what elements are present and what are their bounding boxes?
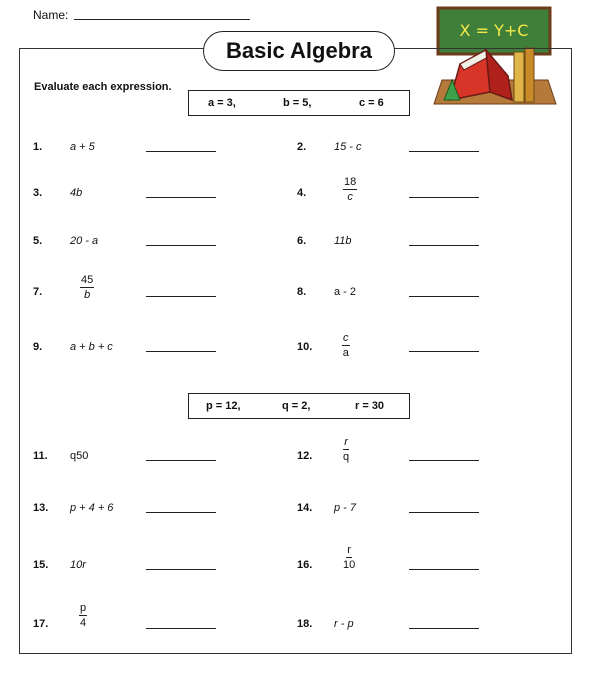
- fraction: [343, 436, 349, 463]
- expression: 4b: [70, 187, 83, 199]
- instructions: Evaluate each expression.: [34, 81, 172, 93]
- denominator: b: [84, 289, 91, 301]
- var-q: q = 2,: [282, 400, 311, 412]
- answer-line[interactable]: [146, 151, 216, 152]
- denominator: c: [347, 191, 353, 203]
- answer-line[interactable]: [409, 197, 479, 198]
- numerator: 45: [81, 274, 94, 286]
- problem-number: 17.: [33, 618, 49, 630]
- answer-line[interactable]: [409, 628, 479, 629]
- answer-line[interactable]: [409, 296, 479, 297]
- problem-number: 5.: [33, 235, 43, 247]
- fraction: [79, 602, 87, 629]
- problem-number: 9.: [33, 341, 43, 353]
- problem-number: 14.: [297, 502, 313, 514]
- problem-number: 8.: [297, 286, 307, 298]
- problem-number: 12.: [297, 450, 313, 462]
- expression: p - 7: [334, 502, 357, 514]
- problem-number: 16.: [297, 559, 313, 571]
- answer-line[interactable]: [146, 197, 216, 198]
- problem-number: 7.: [33, 286, 43, 298]
- expression: a + b + c: [70, 341, 113, 353]
- answer-line[interactable]: [409, 512, 479, 513]
- answer-line[interactable]: [409, 569, 479, 570]
- answer-line[interactable]: [146, 351, 216, 352]
- expression: q50: [70, 450, 89, 462]
- name-field[interactable]: [74, 19, 250, 20]
- numerator: c: [343, 332, 349, 344]
- problem-number: 13.: [33, 502, 49, 514]
- problem-number: 10.: [297, 341, 313, 353]
- expression: p + 4 + 6: [70, 502, 114, 514]
- problem-number: 18.: [297, 618, 313, 630]
- denominator: a: [342, 347, 349, 359]
- var-p: p = 12,: [206, 400, 241, 412]
- fraction: [342, 332, 350, 359]
- var-a: a = 3,: [208, 97, 236, 109]
- numerator: 18: [344, 176, 357, 188]
- answer-line[interactable]: [146, 296, 216, 297]
- variables-box-1: [188, 90, 410, 116]
- numerator: r: [344, 436, 348, 448]
- variables-box-2: [188, 393, 410, 419]
- problem-number: 1.: [33, 141, 43, 153]
- expression: 11b: [334, 235, 352, 247]
- fraction: [343, 176, 357, 203]
- problem-number: 6.: [297, 235, 307, 247]
- fraction: [80, 274, 94, 301]
- denominator: 4: [80, 617, 87, 629]
- expression: 15 - c: [334, 141, 362, 153]
- var-c: c = 6: [359, 97, 384, 109]
- name-label: Name:: [33, 8, 69, 22]
- answer-line[interactable]: [146, 628, 216, 629]
- var-r: r = 30: [355, 400, 385, 412]
- expression: 10r: [70, 559, 86, 571]
- answer-line[interactable]: [409, 151, 479, 152]
- numerator: r: [347, 544, 351, 556]
- problem-number: 15.: [33, 559, 49, 571]
- answer-line[interactable]: [146, 245, 216, 246]
- answer-line[interactable]: [409, 460, 479, 461]
- problem-number: 3.: [33, 187, 43, 199]
- var-b: b = 5,: [283, 97, 312, 109]
- answer-line[interactable]: [409, 351, 479, 352]
- page-title: Basic Algebra: [203, 31, 395, 71]
- expression: 20 - a: [70, 235, 99, 247]
- numerator: p: [80, 602, 87, 614]
- answer-line[interactable]: [146, 569, 216, 570]
- expression: r - p: [334, 618, 354, 630]
- denominator: q: [343, 451, 350, 463]
- problem-number: 11.: [33, 450, 48, 462]
- expression: a - 2: [334, 286, 357, 298]
- board-equation: X = Y+C: [459, 21, 529, 40]
- answer-line[interactable]: [146, 512, 216, 513]
- expression: a + 5: [70, 141, 95, 153]
- answer-line[interactable]: [409, 245, 479, 246]
- denominator: 10: [343, 559, 356, 571]
- problem-number: 2.: [297, 141, 307, 153]
- problem-number: 4.: [297, 187, 307, 199]
- answer-line[interactable]: [146, 460, 216, 461]
- fraction: [343, 544, 355, 571]
